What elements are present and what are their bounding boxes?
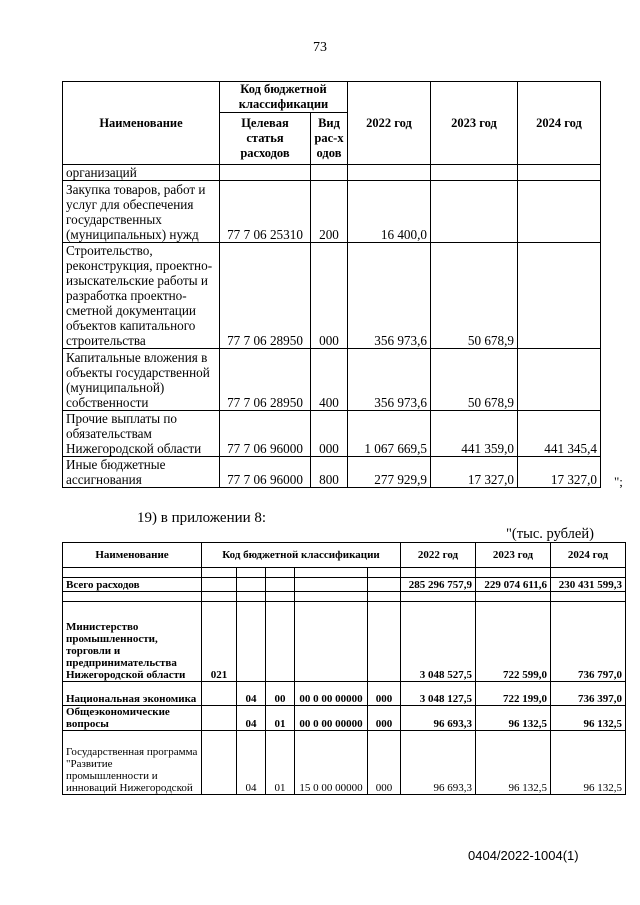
table-row: Общеэкономические вопросы 04 01 00 0 00 00000 000 96 693,3 96 132,5 96 132,5	[63, 706, 626, 731]
table-row: Закупка товаров, работ и услуг для обеспечения государственных (муниципальных) нужд 77 7 06 25310 200 16 400,0	[63, 181, 601, 243]
spacer-row	[63, 568, 626, 578]
table-row: Национальная экономика 04 00 00 0 00 00000 000 3 048 127,5 722 199,0 736 397,0	[63, 682, 626, 706]
header-2023: 2023 год	[476, 543, 551, 568]
table-row: организаций	[63, 165, 601, 181]
table-row: Капитальные вложения в объекты государственной (муниципальной) собственности 77 7 06 28950 400 356 973,6 50 678,9	[63, 349, 601, 411]
table-row: Государственная программа "Развитие промышленности и инноваций Нижегородской 04 01 15 0 00 00000 000 96 693,3 96 132,5 96 132,5	[63, 731, 626, 795]
page-number: 73	[313, 40, 327, 55]
header-2023: 2023 год	[431, 82, 518, 165]
table-row: Прочие выплаты по обязательствам Нижегородской области 77 7 06 96000 000 1 067 669,5 441 359,0 441 345,4	[63, 411, 601, 457]
header-2024: 2024 год	[518, 82, 601, 165]
table-row: Министерство промышленности, торговли и предпринимательства Нижегородской области 021 3 048 527,5 722 599,0 736 797,0	[63, 602, 626, 682]
units-label: "(тыс. рублей)	[506, 526, 594, 542]
header-name: Наименование	[63, 82, 220, 165]
header-code: Код бюджетной классификации	[202, 543, 401, 568]
header-2022: 2022 год	[401, 543, 476, 568]
table-row: Строительство, реконструкция, проектно-изыскательские работы и разработка проектно-сметной документации объектов капитального строительства 77 7 06 28950 000 356 973,6 50 678,9	[63, 243, 601, 349]
table-row: Иные бюджетные ассигнования 77 7 06 96000 800 277 929,9 17 327,0 17 327,0	[63, 457, 601, 488]
table-row: Всего расходов 285 296 757,9 229 074 611,6 230 431 599,3	[63, 578, 626, 592]
budget-table-continuation	[62, 81, 601, 488]
section-heading: 19) в приложении 8:	[137, 510, 267, 526]
header-name: Наименование	[63, 543, 202, 568]
closing-quote: ";	[614, 474, 623, 489]
budget-table-appendix-8	[62, 542, 626, 795]
header-2024: 2024 год	[551, 543, 626, 568]
header-target-article: Целевая статья расходов	[220, 113, 311, 165]
header-code-group: Код бюджетной классификации	[220, 82, 348, 113]
spacer-row	[63, 592, 626, 602]
document-code: 0404/2022-1004(1)	[468, 848, 579, 863]
header-2022: 2022 год	[348, 82, 431, 165]
header-expense-type: Вид рас-ходов	[311, 113, 348, 165]
